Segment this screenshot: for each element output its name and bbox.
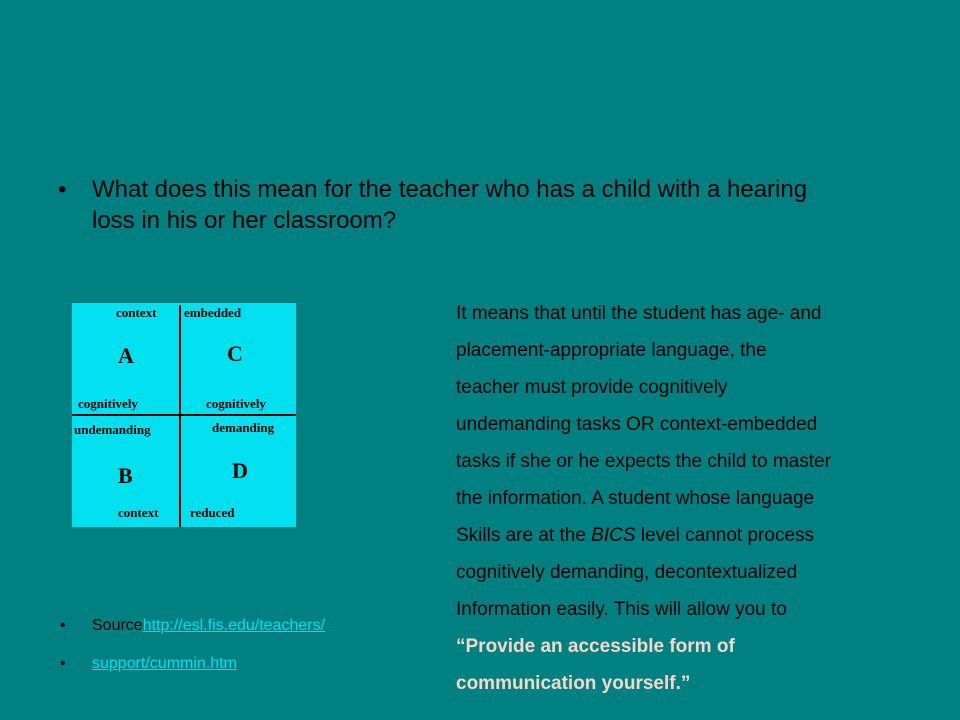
answer-line: cognitively demanding, decontextualized — [456, 562, 798, 583]
answer-paragraph — [456, 295, 946, 702]
vertical-axis — [179, 305, 181, 527]
answer-line: Information easily. This will allow you to — [456, 599, 787, 620]
label-bottom-context: context — [118, 505, 159, 520]
source-bullet — [60, 616, 325, 636]
quote-line: communication yourself.” — [456, 673, 691, 694]
quadrant-letter-b: B — [118, 463, 133, 488]
bullet-dot: • — [60, 617, 66, 634]
bics-before: Skills are at the — [456, 525, 592, 546]
answer-line: placement-appropriate language, the — [456, 340, 767, 361]
bics-term: BICS — [591, 525, 636, 546]
answer-line: teacher must provide cognitively — [456, 377, 728, 398]
quadrant-letter-c: C — [227, 341, 243, 366]
source-link[interactable]: http://esl.fis.edu/teachers/ — [142, 617, 326, 634]
label-right-demanding: demanding — [212, 420, 275, 435]
label-top-embedded: embedded — [184, 305, 242, 320]
quadrant-letter-d: D — [232, 458, 248, 483]
label-bottom-reduced: reduced — [190, 505, 235, 520]
main-question — [92, 174, 807, 236]
main-question-line1: What does this mean for the teacher who has a child with a hearing — [92, 176, 808, 203]
source-link-continued[interactable]: support/cummin.htm — [92, 655, 237, 672]
answer-line: the information. A student whose language — [456, 488, 815, 509]
main-question-line2: loss in his or her classroom? — [92, 207, 397, 234]
label-top-context: context — [116, 305, 157, 320]
quadrant-letter-a: A — [118, 343, 134, 368]
quote-line: “Provide an accessible form of — [456, 636, 735, 657]
main-bullet — [58, 174, 918, 236]
answer-line: undemanding tasks OR context-embedded — [456, 414, 818, 435]
bics-after: level cannot process — [635, 525, 815, 546]
label-right-cognitively: cognitively — [206, 396, 266, 411]
horizontal-axis — [72, 414, 296, 416]
answer-line: It means that until the student has age- and — [456, 303, 822, 324]
answer-line-bics — [456, 517, 946, 554]
source-label: Source — [92, 617, 143, 634]
bullet-dot: • — [60, 655, 66, 672]
label-left-cognitively: cognitively — [78, 396, 138, 411]
bullet-dot: • — [58, 176, 67, 203]
label-left-undemanding: undemanding — [74, 422, 151, 437]
cummins-quadrant-diagram — [72, 303, 296, 527]
answer-line: tasks if she or he expects the child to master — [456, 451, 831, 472]
source-link-bullet — [60, 654, 237, 674]
